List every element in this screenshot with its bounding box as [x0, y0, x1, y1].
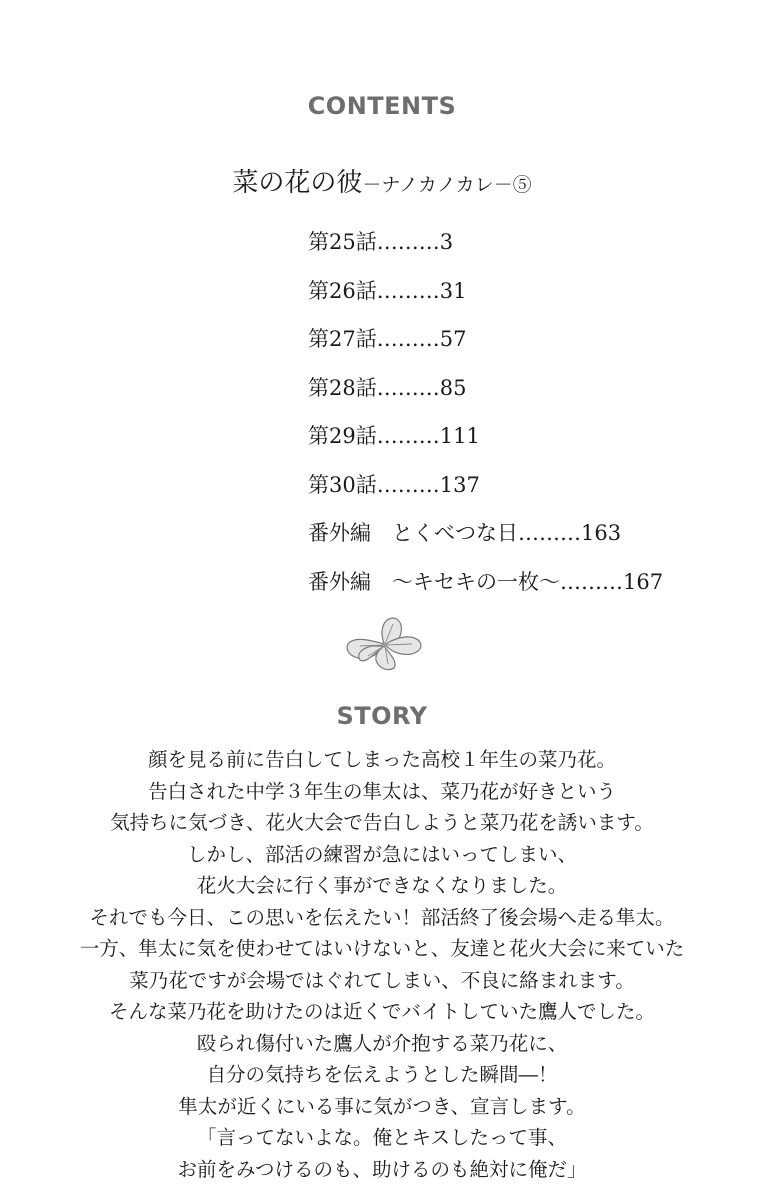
toc-item	[308, 226, 663, 275]
nanohana-flower-icon	[340, 614, 430, 672]
toc-item	[308, 469, 663, 518]
toc-page: 57	[439, 327, 467, 351]
toc-page: 167	[623, 569, 664, 594]
story-line: お前をみつけるのも、助けるのも絶対に俺だ」	[177, 1157, 587, 1181]
toc-chapter: 第27話	[308, 327, 377, 351]
toc-chapter: 第29話	[308, 424, 377, 448]
toc-leader: ………	[376, 472, 440, 497]
story-line: 「言ってないよな。俺とキスしたって事、	[196, 1126, 568, 1149]
toc-item	[308, 517, 663, 566]
toc-item	[308, 323, 663, 372]
toc-page: 137	[439, 472, 480, 497]
story-line: 花火大会に行く事ができなくなりました。	[196, 874, 568, 897]
toc-chapter: 第25話	[308, 230, 377, 254]
toc-leader: ………	[376, 230, 440, 254]
story-line: 顔を見る前に告白してしまった高校１年生の菜乃花。	[147, 748, 616, 771]
toc-chapter: 番外編 とくべつな日	[308, 521, 518, 545]
story-line: 自分の気持ちを伝えようとした瞬間―！	[206, 1063, 558, 1086]
story-line: そんな菜乃花を助けたのは近くでバイトしていた鷹人でした。	[108, 1000, 655, 1023]
toc-item	[308, 566, 663, 615]
toc-page: 111	[439, 424, 480, 448]
story-heading: STORY	[336, 702, 428, 730]
toc-page: 31	[439, 278, 467, 303]
book-title-main: 菜の花の彼	[232, 168, 363, 198]
toc-leader: ………	[376, 327, 440, 351]
toc-page: 85	[439, 375, 467, 400]
toc-page: 3	[439, 230, 454, 254]
story-line: 菜乃花ですが会場ではぐれてしまい、不良に絡まれます。	[129, 968, 635, 992]
toc-chapter: 第28話	[308, 375, 377, 400]
toc-item	[308, 372, 663, 421]
toc-item	[308, 420, 663, 469]
toc-leader: ………	[376, 424, 440, 448]
story-line: 告白された中学３年生の隼太は、菜乃花が好きという	[147, 779, 616, 803]
book-title	[0, 162, 764, 199]
story-line: 気持ちに気づき、花火大会で告白しようと菜乃花を誘います。	[110, 811, 654, 834]
story-line: それでも今日、この思いを伝えたい！部活終了後会場へ走る隼太。	[89, 905, 675, 929]
toc-page: 163	[581, 521, 622, 545]
toc-chapter: 番外編 ～キセキの一枚～	[308, 569, 560, 594]
book-title-subtitle: －ナノカノカレ－⑤	[362, 174, 532, 196]
story-line: 隼太が近くにいる事に気がつき、宣言します。	[178, 1094, 586, 1118]
toc-leader: ………	[376, 375, 440, 400]
story-line: 殴られ傷付いた鷹人が介抱する菜乃花に、	[196, 1031, 568, 1055]
table-of-contents	[308, 226, 663, 614]
toc-leader: ………	[376, 278, 440, 303]
contents-heading: CONTENTS	[307, 92, 457, 120]
toc-leader: ………	[518, 521, 581, 545]
story-line: 一方、隼太に気を使わせてはいけないと、友達と花火大会に来ていた	[79, 937, 685, 960]
toc-chapter: 第30話	[308, 472, 377, 497]
story-line: しかし、部活の練習が急にはいってしまい、	[186, 842, 577, 866]
toc-chapter: 第26話	[308, 278, 377, 303]
story-synopsis	[0, 744, 764, 1185]
toc-leader: ………	[560, 569, 623, 594]
toc-item	[308, 275, 663, 324]
